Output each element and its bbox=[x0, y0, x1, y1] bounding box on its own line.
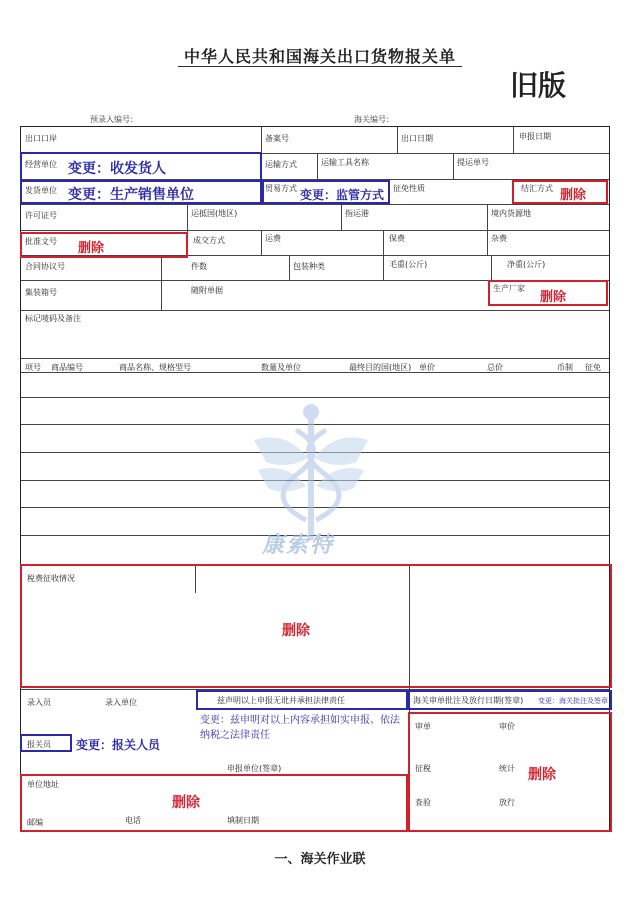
dest-port-label: 指运港 bbox=[345, 209, 369, 218]
goods-code-header: 商品编号 bbox=[51, 363, 83, 372]
declaring-unit-label: 申报单位(签章) bbox=[227, 764, 282, 773]
transport-name-label: 运输工具名称 bbox=[321, 158, 369, 167]
package-label: 包装种类 bbox=[293, 262, 325, 271]
goods-unit-price-header: 单价 bbox=[419, 363, 435, 372]
unit-address-delete-note: 删除 bbox=[172, 795, 200, 811]
consignor-unit-label: 发货单位 bbox=[25, 186, 57, 195]
marks-label: 标记唛码及备注 bbox=[25, 314, 81, 323]
settlement-label: 结汇方式 bbox=[521, 184, 553, 193]
change-declarant-note: 变更：报关人员 bbox=[76, 738, 161, 752]
tax-section-delete-box bbox=[20, 564, 612, 688]
transport-mode-label: 运输方式 bbox=[265, 160, 297, 169]
tax-section-label: 税费征收情况 bbox=[27, 574, 75, 583]
entry-clerk-label: 录入员 bbox=[27, 698, 51, 707]
deal-mode-label: 成交方式 bbox=[193, 236, 225, 245]
entry-unit-label: 录入单位 bbox=[105, 698, 137, 707]
declarant-label: 报关员 bbox=[27, 740, 51, 749]
settlement-delete-note: 删除 bbox=[560, 188, 587, 203]
export-port-label: 出口口岸 bbox=[25, 134, 57, 143]
version-label: 旧版 bbox=[510, 69, 567, 102]
goods-exemption-header: 征免 bbox=[585, 363, 601, 372]
goods-name-header: 商品名称、规格型号 bbox=[119, 363, 191, 372]
form-title: 中华人民共和国海关出口货物报关单 bbox=[183, 47, 456, 66]
tax-nature-label: 征免性质 bbox=[393, 184, 425, 193]
change-consignor-note: 变更：生产销售单位 bbox=[68, 187, 194, 203]
goods-qty-header: 数量及单位 bbox=[261, 363, 301, 372]
postcode-label: 邮编 bbox=[27, 818, 43, 827]
goods-total-header: 总价 bbox=[487, 363, 503, 372]
trade-mode-label: 贸易方式 bbox=[265, 184, 297, 193]
domestic-source-label: 境内货源地 bbox=[491, 209, 531, 218]
manufacturer-delete-note: 删除 bbox=[540, 290, 567, 305]
change-trade-mode-note: 变更：监管方式 bbox=[300, 188, 385, 202]
change-statement-note: 变更：兹申明对以上内容承担如实申报、依法纳税之法律责任 bbox=[200, 715, 400, 741]
phone-label: 电话 bbox=[125, 816, 141, 825]
dest-country-label: 运抵国(地区) bbox=[191, 209, 238, 218]
statement-label: 兹声明以上申报无讹并承担法律责任 bbox=[217, 696, 345, 705]
pre-entry-no-label: 预录入编号： bbox=[90, 115, 138, 124]
customs-approval-delete-box bbox=[408, 712, 612, 832]
insurance-label: 保费 bbox=[389, 234, 405, 243]
watermark-text: 康索特 bbox=[262, 533, 335, 558]
declarant-change-box bbox=[20, 734, 72, 752]
gross-weight-label: 毛重(公斤) bbox=[389, 260, 428, 269]
freight-label: 运费 bbox=[265, 234, 281, 243]
goods-item-header: 项号 bbox=[25, 363, 41, 372]
approval-no-delete-note: 删除 bbox=[78, 241, 105, 256]
price-review-label: 审价 bbox=[499, 722, 515, 731]
license-no-label: 许可证号 bbox=[25, 211, 57, 220]
levy-label: 征税 bbox=[415, 764, 431, 773]
statistics-label: 统计 bbox=[499, 764, 515, 773]
misc-fee-label: 杂费 bbox=[491, 234, 507, 243]
copy-label: 一、海关作业联 bbox=[274, 852, 366, 867]
change-operating-unit-note: 变更：收发货人 bbox=[68, 161, 166, 177]
tax-section-delete-note: 删除 bbox=[282, 623, 310, 639]
net-weight-label: 净重(公斤) bbox=[507, 260, 546, 269]
export-date-label: 出口日期 bbox=[401, 134, 433, 143]
customs-no-label: 海关编号： bbox=[354, 115, 394, 124]
inspection-label: 查验 bbox=[415, 798, 431, 807]
review-label: 审单 bbox=[415, 722, 431, 731]
declare-date-label: 申报日期 bbox=[519, 132, 551, 141]
container-no-label: 集装箱号 bbox=[25, 288, 57, 297]
operating-unit-label: 经营单位 bbox=[25, 160, 57, 169]
release-label: 放行 bbox=[499, 798, 515, 807]
attached-docs-label: 随附单据 bbox=[191, 286, 223, 295]
title-underline bbox=[178, 66, 462, 67]
record-no-label: 备案号 bbox=[265, 134, 289, 143]
fill-date-label: 填制日期 bbox=[227, 816, 259, 825]
customs-approval-label: 海关审单批注及放行日期(签章) bbox=[413, 696, 524, 705]
contract-no-label: 合同协议号 bbox=[25, 262, 65, 271]
statement-change-box bbox=[196, 690, 408, 710]
customs-approval-delete-note: 删除 bbox=[528, 767, 556, 783]
unit-address-delete-box bbox=[20, 774, 408, 832]
pieces-label: 件数 bbox=[191, 262, 207, 271]
goods-dest-header: 最终目的国(地区) bbox=[349, 363, 412, 372]
bill-no-label: 提运单号 bbox=[457, 158, 489, 167]
goods-currency-header: 币制 bbox=[557, 363, 573, 372]
unit-address-label: 单位地址 bbox=[27, 780, 59, 789]
approval-no-label: 批准文号 bbox=[25, 237, 57, 246]
change-approval-note: 变更：海关批注及签章 bbox=[538, 697, 608, 705]
manufacturer-label: 生产厂家 bbox=[493, 284, 525, 293]
